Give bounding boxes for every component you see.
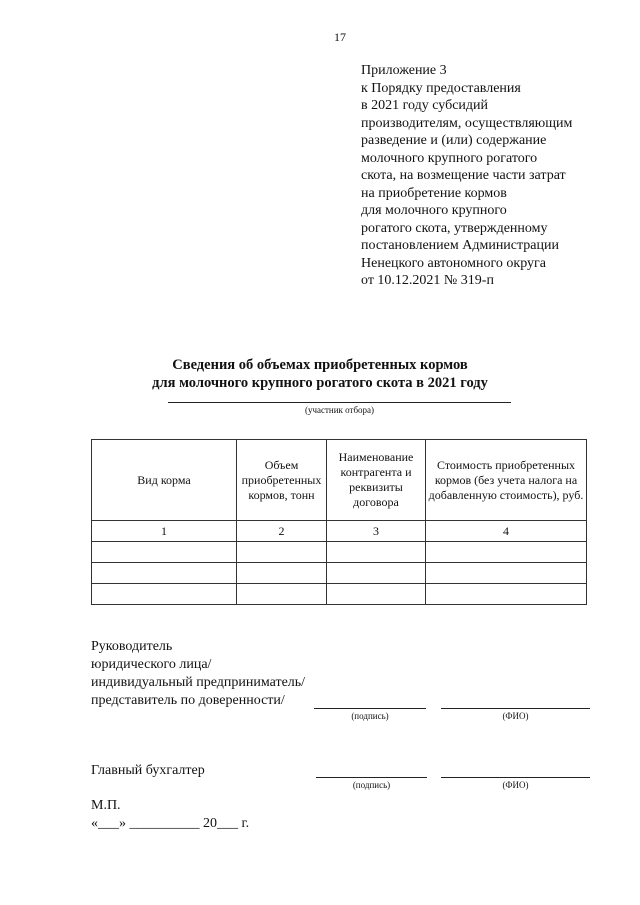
annex-line: скота, на возмещение части затрат	[361, 168, 566, 183]
column-number: 4	[426, 521, 587, 542]
page-number: 17	[334, 30, 346, 44]
column-number: 1	[92, 521, 237, 542]
column-number: 3	[327, 521, 426, 542]
table-cell[interactable]	[92, 563, 237, 584]
annex-line: постановлением Администрации	[361, 238, 559, 253]
column-number: 2	[237, 521, 327, 542]
title-line-1: Сведения об объемах приобретенных кормов	[172, 357, 468, 373]
signature-caption: (подпись)	[352, 780, 391, 790]
header-volume: Объем приобретенных кормов, тонн	[237, 440, 327, 521]
annex-line: к Порядку предоставления	[361, 80, 521, 96]
table-row	[92, 563, 587, 584]
table-cell[interactable]	[92, 584, 237, 605]
head-fio-line[interactable]	[441, 708, 590, 709]
table-cell[interactable]	[426, 542, 587, 563]
table-cell[interactable]	[237, 584, 327, 605]
head-signature-line[interactable]	[314, 708, 426, 709]
feed-volumes-table	[91, 439, 587, 605]
table-cell[interactable]	[327, 563, 426, 584]
annex-line: Ненецкого автономного округа	[361, 255, 546, 271]
header-cost: Стоимость приобретенных кормов (без учета налога на добавленную стоимость), руб.	[426, 440, 587, 521]
table-cell[interactable]	[237, 563, 327, 584]
annex-line: молочного крупного рогатого	[361, 150, 538, 166]
annex-line: производителям, осуществляющим	[361, 115, 573, 131]
table-header-row	[92, 440, 587, 521]
participant-caption: (участник отбора)	[304, 405, 375, 415]
table-row	[92, 584, 587, 605]
annex-line: разведение и (или) содержание	[361, 133, 547, 148]
annex-line: рогатого скота, утвержденному	[361, 220, 548, 236]
annex-line: от 10.12.2021 № 319-п	[361, 273, 494, 288]
date-line[interactable]: «___» __________ 20___ г.	[91, 816, 250, 831]
table-row	[92, 542, 587, 563]
accountant-label: Главный бухгалтер	[91, 763, 205, 778]
table-cell[interactable]	[426, 584, 587, 605]
header-counterparty: Наименование контрагента и реквизиты договора	[327, 440, 426, 521]
signature-label-line: Руководитель	[91, 639, 173, 654]
table-cell[interactable]	[426, 563, 587, 584]
fio-caption: (ФИО)	[502, 780, 529, 790]
signature-label-line: индивидуальный предприниматель/	[91, 675, 306, 690]
signature-caption: (подпись)	[351, 711, 389, 721]
annex-line: Приложение 3	[361, 63, 447, 78]
accountant-signature-line[interactable]	[316, 777, 427, 778]
annex-block	[361, 62, 572, 290]
head-signature-label	[91, 638, 305, 710]
title-line-2: для молочного крупного рогатого скота в 2021 году	[152, 375, 488, 391]
fio-caption: (ФИО)	[502, 711, 529, 721]
table-number-row	[92, 521, 587, 542]
signature-label-line: юридического лица/	[91, 657, 212, 672]
annex-line: в 2021 году субсидий	[361, 98, 489, 113]
document-title	[0, 356, 640, 392]
header-feed-type: Вид корма	[92, 440, 237, 521]
annex-line: для молочного крупного	[361, 203, 507, 218]
table-cell[interactable]	[327, 584, 426, 605]
annex-line: на приобретение кормов	[361, 185, 507, 201]
table-cell[interactable]	[327, 542, 426, 563]
table-cell[interactable]	[92, 542, 237, 563]
signature-label-line: представитель по доверенности/	[91, 693, 285, 708]
stamp-place: М.П.	[91, 798, 121, 813]
participant-field-line[interactable]	[168, 402, 511, 403]
accountant-fio-line[interactable]	[441, 777, 590, 778]
table-cell[interactable]	[237, 542, 327, 563]
